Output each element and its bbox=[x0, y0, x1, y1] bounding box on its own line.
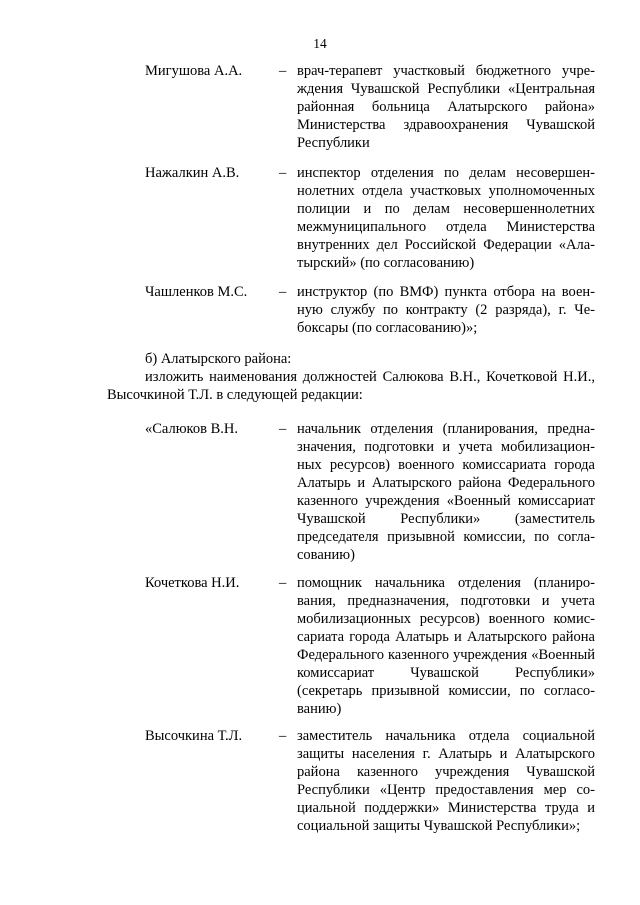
dash-separator: – bbox=[279, 728, 287, 744]
person-name: Кочеткова Н.И. bbox=[145, 575, 240, 591]
dash-separator: – bbox=[279, 165, 287, 181]
dash-separator: – bbox=[279, 63, 287, 79]
person-name: Мигушова А.А. bbox=[145, 63, 243, 79]
person-name: Нажалкин А.В. bbox=[145, 165, 240, 181]
position-description: инспектор отделения по делам несовершеннолетних отдела участковых уполномоченных полиции и по делам несовершеннолетних межмуниципального отдела Министерства внутренних дел Российской Федерации «Алатырский» (по согласованию) bbox=[297, 165, 595, 271]
section-instruction: изложить наименования должностей Салюкова В.Н., Кочетковой Н.И., Высочкиной Т.Л. в следующей редакции: bbox=[107, 369, 595, 403]
page-number: 14 bbox=[313, 36, 327, 51]
section-heading: б) Алатырского района: bbox=[145, 351, 292, 367]
position-description: врач-терапевт участковый бюджетного учреждения Чувашской Республики «Центральная районная больница Алатырского района» Министерства здравоохранения Чувашской Республики bbox=[297, 63, 595, 151]
position-description: инструктор (по ВМФ) пункта отбора на военную службу по контракту (2 разряда), г. Чебоксары (по согласованию)»; bbox=[297, 284, 595, 336]
position-description: помощник начальника отделения (планирования, предназначения, подготовки и учета мобилизационных ресурсов) военного комиссариата города Алатырь и Алатырского района Федерального казенного учреждения «Военный комиссариат Чувашской Республики» (секретарь призывной комиссии, по согласованию) bbox=[297, 575, 595, 717]
dash-separator: – bbox=[279, 284, 287, 300]
position-description: заместитель начальника отдела социальной защиты населения г. Алатырь и Алатырского района казенного учреждения Чувашской Республики «Центр предоставления мер социальной поддержки» Министерства труда и социальной защиты Чувашской Республики»; bbox=[297, 728, 595, 834]
position-description: начальник отделения (планирования, предназначения, подготовки и учета мобилизационных ресурсов) военного комиссариата города Алатырь и Алатырского района Федерального казенного учреждения «Военный комиссариат Чувашской Республики» (заместитель председателя призывной комиссии, по согласованию) bbox=[297, 421, 595, 563]
person-name: Высочкина Т.Л. bbox=[145, 728, 243, 744]
person-name: «Салюков В.Н. bbox=[145, 421, 238, 437]
dash-separator: – bbox=[279, 575, 287, 591]
person-name: Чашленков М.С. bbox=[145, 284, 248, 300]
dash-separator: – bbox=[279, 421, 287, 437]
